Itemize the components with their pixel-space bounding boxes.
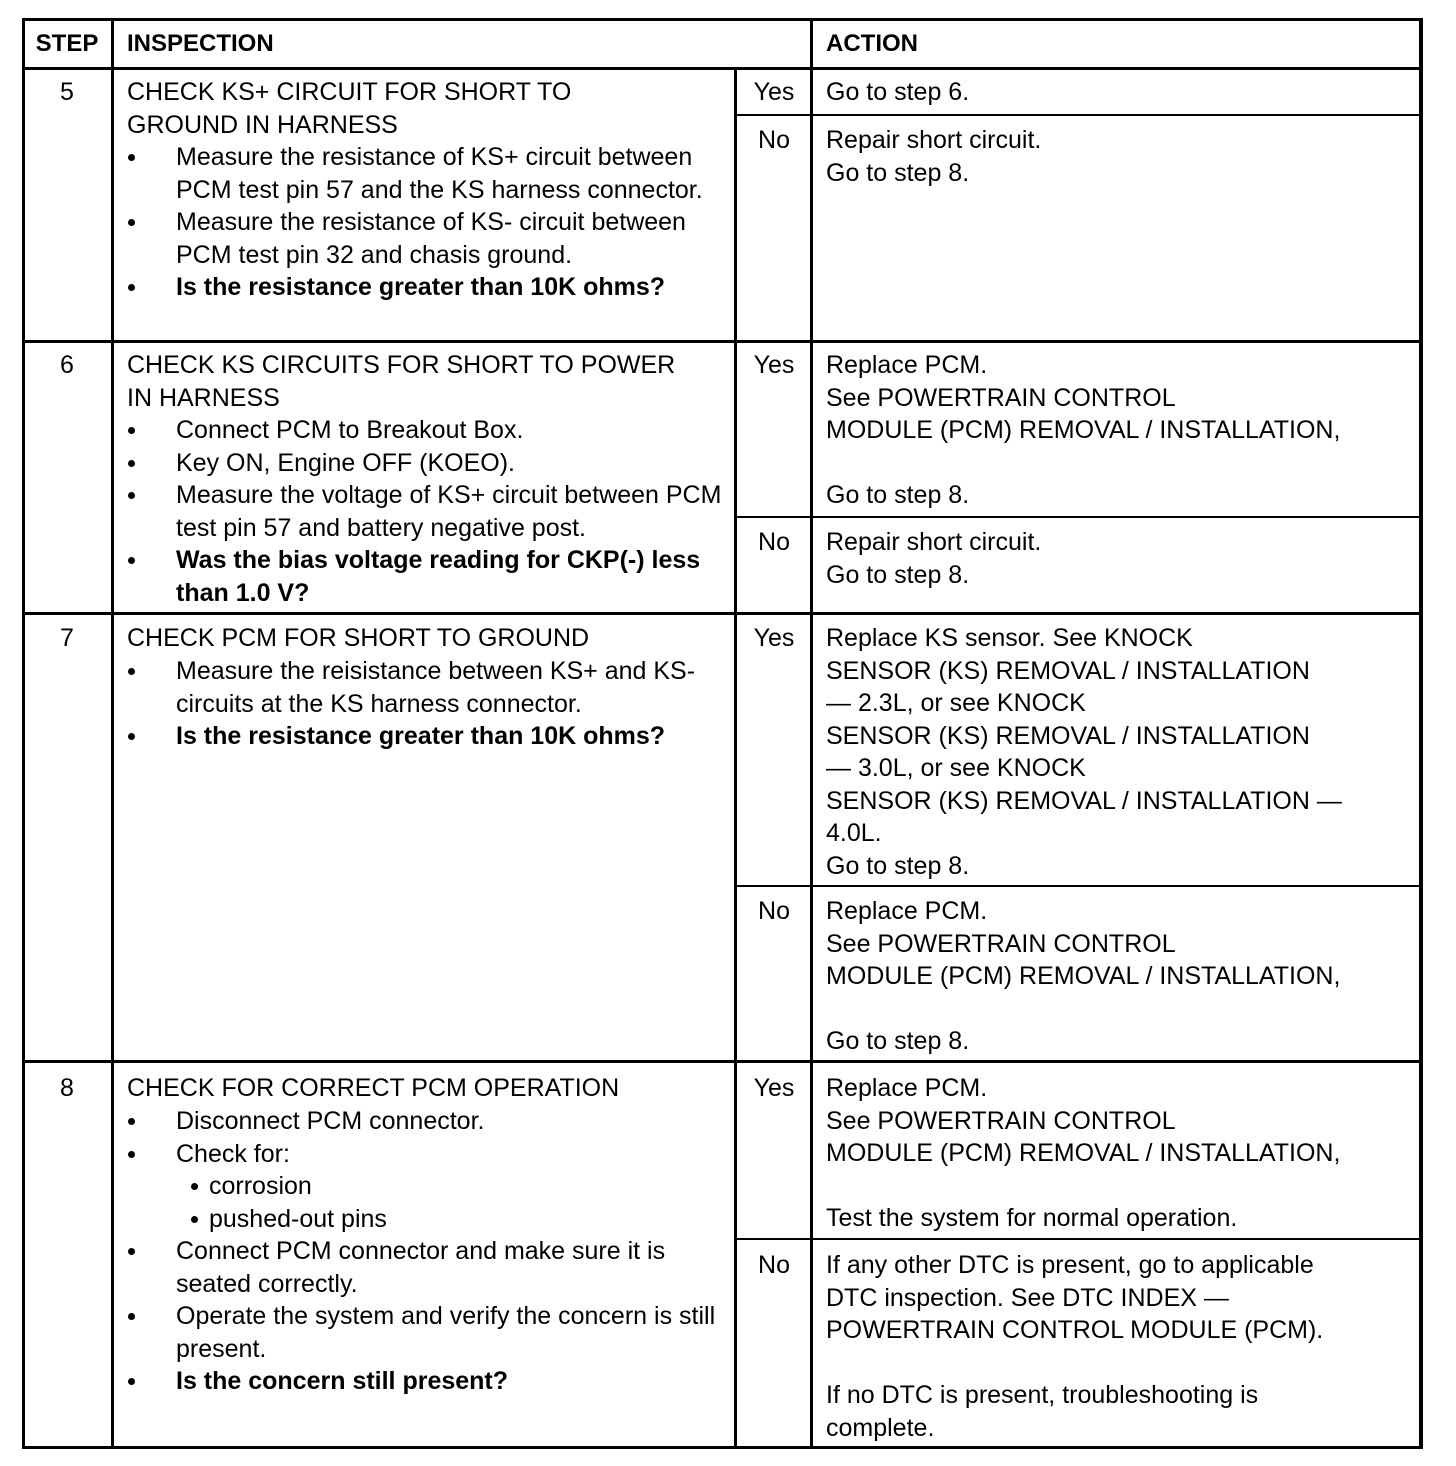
inspection-question: Was the bias voltage reading for CKP(-) less than 1.0 V? [127,544,732,609]
yes-action: Replace PCM. See POWERTRAIN CONTROL MODULE (PCM) REMOVAL / INSTALLATION, Go to step 8. [826,351,1341,509]
inspection-title: CHECK KS CIRCUITS FOR SHORT TO POWER IN HARNESS [127,351,676,412]
inspection-sub-bullet: pushed-out pins [127,1203,732,1236]
step-number: 8 [60,1074,74,1102]
row-5-answer-divider [736,114,1423,116]
inspection-question: Is the concern still present? [127,1365,732,1398]
inspection-title: CHECK FOR CORRECT PCM OPERATION [127,1074,620,1102]
yes-action: Go to step 6. [826,78,970,106]
row-7-answer-divider [736,885,1423,887]
inspection-bullet: Key ON, Engine OFF (KOEO). [127,447,732,480]
action-column-divider [810,18,813,1449]
step-number: 6 [60,351,74,379]
inspection-bullet: Disconnect PCM connector. [127,1105,732,1138]
inspection-sub-bullet: corrosion [127,1170,732,1203]
inspection-bullet: Check for: [127,1138,732,1171]
inspection-bullet-list [127,1105,732,1398]
yes-action: Replace KS sensor. See KNOCK SENSOR (KS) REMOVAL / INSTALLATION — 2.3L, or see KNOCK SENSOR (KS) REMOVAL / INSTALLATION — 3.0L, or see KNOCK SENSOR (KS) REMOVAL / INSTALLATION — 4.0L. Go to step 8. [826,624,1342,880]
no-action: If any other DTC is present, go to applicable DTC inspection. See DTC INDEX — POWERTRAIN CONTROL MODULE (PCM). If no DTC is present, troubleshooting is complete. [826,1251,1324,1442]
header-divider [22,67,1423,70]
step-number: 5 [60,78,74,106]
answer-yes-label: Yes [753,351,795,379]
inspection-question: Is the resistance greater than 10K ohms? [127,720,732,753]
table-border-top [22,18,1423,21]
header-step: STEP [35,30,99,57]
inspection-bullet: Measure the resistance of KS+ circuit between PCM test pin 57 and the KS harness connector. [127,141,732,206]
answer-yes-label: Yes [753,624,795,652]
inspection-bullet: Measure the reisistance between KS+ and KS- circuits at the KS harness connector. [127,655,732,720]
answer-no-label: No [758,1251,790,1279]
answer-no-label: No [758,897,790,925]
inspection-title: CHECK PCM FOR SHORT TO GROUND [127,624,590,652]
table-border-bottom [22,1446,1423,1449]
table-border-right [1419,18,1423,1449]
inspection-bullet: Measure the resistance of KS- circuit between PCM test pin 32 and chasis ground. [127,206,732,271]
answer-no-label: No [758,528,790,556]
header-inspection: INSPECTION [127,30,274,57]
inspection-bullet: Operate the system and verify the concern is still present. [127,1300,732,1365]
row-5-6-divider [22,340,1423,343]
answer-yes-label: Yes [753,1074,795,1102]
inspection-bullet-list [127,141,732,304]
inspection-question: Is the resistance greater than 10K ohms? [127,271,732,304]
answer-yes-label: Yes [753,78,795,106]
row-6-7-divider [22,612,1423,615]
step-number: 7 [60,624,74,652]
inspection-bullet: Connect PCM connector and make sure it is seated correctly. [127,1235,732,1300]
no-action: Repair short circuit. Go to step 8. [826,126,1042,187]
step-column-divider [111,18,114,1449]
inspection-title: CHECK KS+ CIRCUIT FOR SHORT TO GROUND IN HARNESS [127,78,572,139]
row-7-8-divider [22,1060,1423,1063]
row-6-answer-divider [736,516,1423,518]
inspection-bullet-list [127,655,732,753]
inspection-bullet: Measure the voltage of KS+ circuit between PCM test pin 57 and battery negative post. [127,479,732,544]
answer-no-label: No [758,126,790,154]
yes-action: Replace PCM. See POWERTRAIN CONTROL MODULE (PCM) REMOVAL / INSTALLATION, Test the system for normal operation. [826,1074,1341,1232]
no-action: Repair short circuit. Go to step 8. [826,528,1042,589]
answer-column-divider [734,67,737,1449]
no-action: Replace PCM. See POWERTRAIN CONTROL MODULE (PCM) REMOVAL / INSTALLATION, Go to step 8. [826,897,1341,1055]
inspection-bullet: Connect PCM to Breakout Box. [127,414,732,447]
header-action: ACTION [826,30,918,57]
row-8-answer-divider [736,1238,1423,1240]
table-border-left [22,18,25,1449]
inspection-bullet-list [127,414,732,609]
